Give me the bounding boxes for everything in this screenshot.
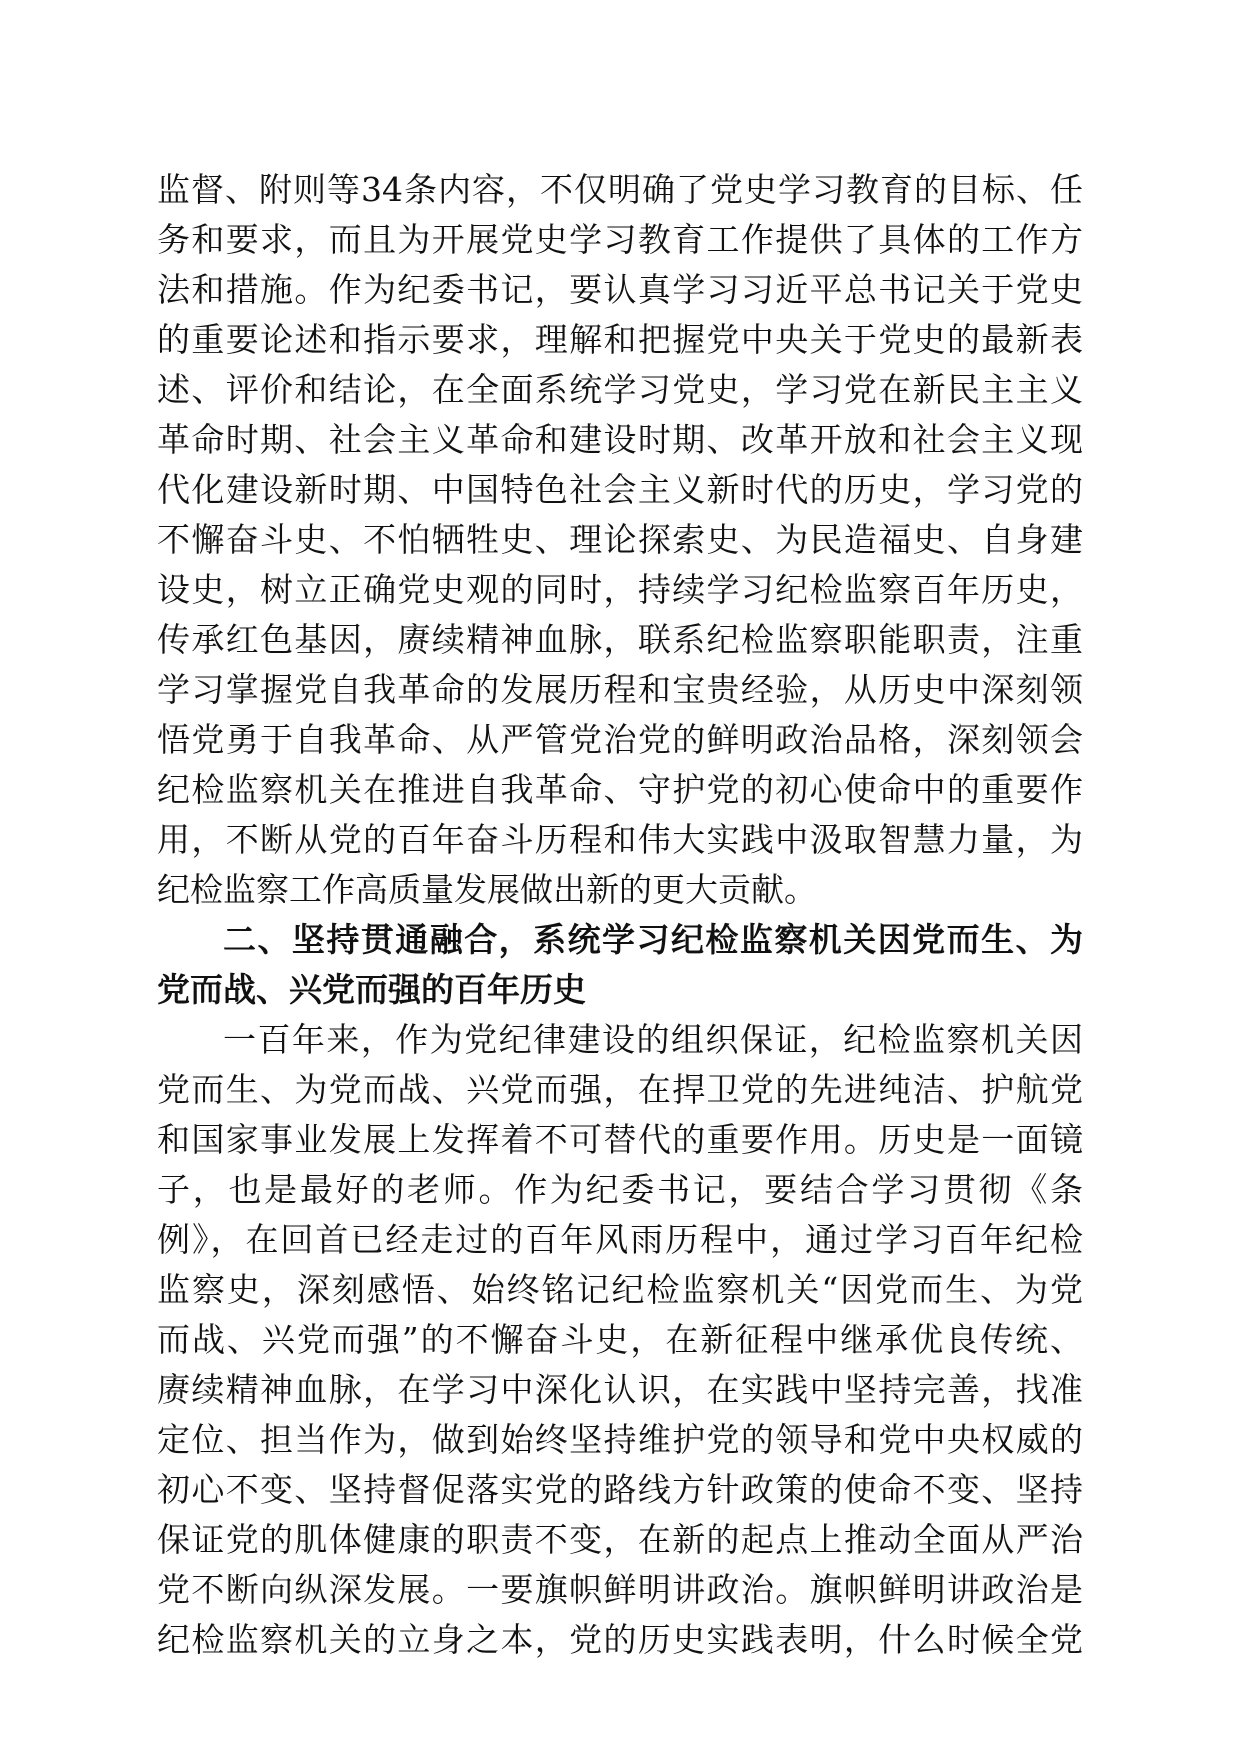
text-line: 传承红色基因，赓续精神血脉，联系纪检监察职能职责，注重: [157, 620, 1083, 659]
text-line: 党不断向纵深发展。一要旗帜鲜明讲政治。旗帜鲜明讲政治是: [157, 1570, 1083, 1609]
text-line: 的重要论述和指示要求，理解和把握党中央关于党史的最新表: [157, 320, 1083, 359]
text-line: 赓续精神血脉，在学习中深化认识，在实践中坚持完善，找准: [157, 1370, 1083, 1409]
text-line: 法和措施。作为纪委书记，要认真学习习近平总书记关于党史: [157, 270, 1083, 309]
text-line: 子，也是最好的老师。作为纪委书记，要结合学习贯彻《条: [157, 1170, 1083, 1209]
text-line: 设史，树立正确党史观的同时，持续学习纪检监察百年历史，: [157, 570, 1083, 609]
text-line: 不懈奋斗史、不怕牺牲史、理论探索史、为民造福史、自身建: [157, 520, 1083, 559]
heading-line: 二、坚持贯通融合，系统学习纪检监察机关因党而生、为: [223, 920, 1083, 959]
text-line: 和国家事业发展上发挥着不可替代的重要作用。历史是一面镜: [157, 1120, 1083, 1159]
text-line: 纪检监察机关的立身之本，党的历史实践表明，什么时候全党: [157, 1620, 1083, 1659]
text-line: 纪检监察工作高质量发展做出新的更大贡献。: [157, 870, 817, 909]
text-line: 监察史，深刻感悟、始终铭记纪检监察机关“因党而生、为党: [157, 1270, 1083, 1309]
text-line: 革命时期、社会主义革命和建设时期、改革开放和社会主义现: [157, 420, 1083, 459]
text-line: 保证党的肌体健康的职责不变，在新的起点上推动全面从严治: [157, 1520, 1083, 1559]
text-line: 定位、担当作为，做到始终坚持维护党的领导和党中央权威的: [157, 1420, 1083, 1459]
text-line: 学习掌握党自我革命的发展历程和宝贵经验，从历史中深刻领: [157, 670, 1083, 709]
paragraph-2: [157, 1015, 1083, 1665]
text-line: 而战、兴党而强”的不懈奋斗史，在新征程中继承优良传统、: [157, 1320, 1083, 1359]
text-line: 述、评价和结论，在全面系统学习党史，学习党在新民主主义: [157, 370, 1083, 409]
paragraph-1: [157, 165, 1083, 915]
text-line: 代化建设新时期、中国特色社会主义新时代的历史，学习党的: [157, 470, 1083, 509]
text-line: 一百年来，作为党纪律建设的组织保证，纪检监察机关因: [223, 1020, 1083, 1059]
text-line: 务和要求，而且为开展党史学习教育工作提供了具体的工作方: [157, 220, 1083, 259]
text-line: 例》，在回首已经走过的百年风雨历程中，通过学习百年纪检: [157, 1220, 1083, 1259]
text-line: 党而生、为党而战、兴党而强，在捍卫党的先进纯洁、护航党: [157, 1070, 1083, 1109]
document-page: [157, 165, 1083, 1665]
heading-line: 党而战、兴党而强的百年历史: [157, 970, 586, 1009]
text-line: 用，不断从党的百年奋斗历程和伟大实践中汲取智慧力量，为: [157, 820, 1083, 859]
text-line: 初心不变、坚持督促落实党的路线方针政策的使命不变、坚持: [157, 1470, 1083, 1509]
section-heading: [157, 915, 1083, 1015]
text-line: 监督、附则等34条内容，不仅明确了党史学习教育的目标、任: [157, 170, 1083, 209]
text-line: 悟党勇于自我革命、从严管党治党的鲜明政治品格，深刻领会: [157, 720, 1083, 759]
text-line: 纪检监察机关在推进自我革命、守护党的初心使命中的重要作: [157, 770, 1083, 809]
